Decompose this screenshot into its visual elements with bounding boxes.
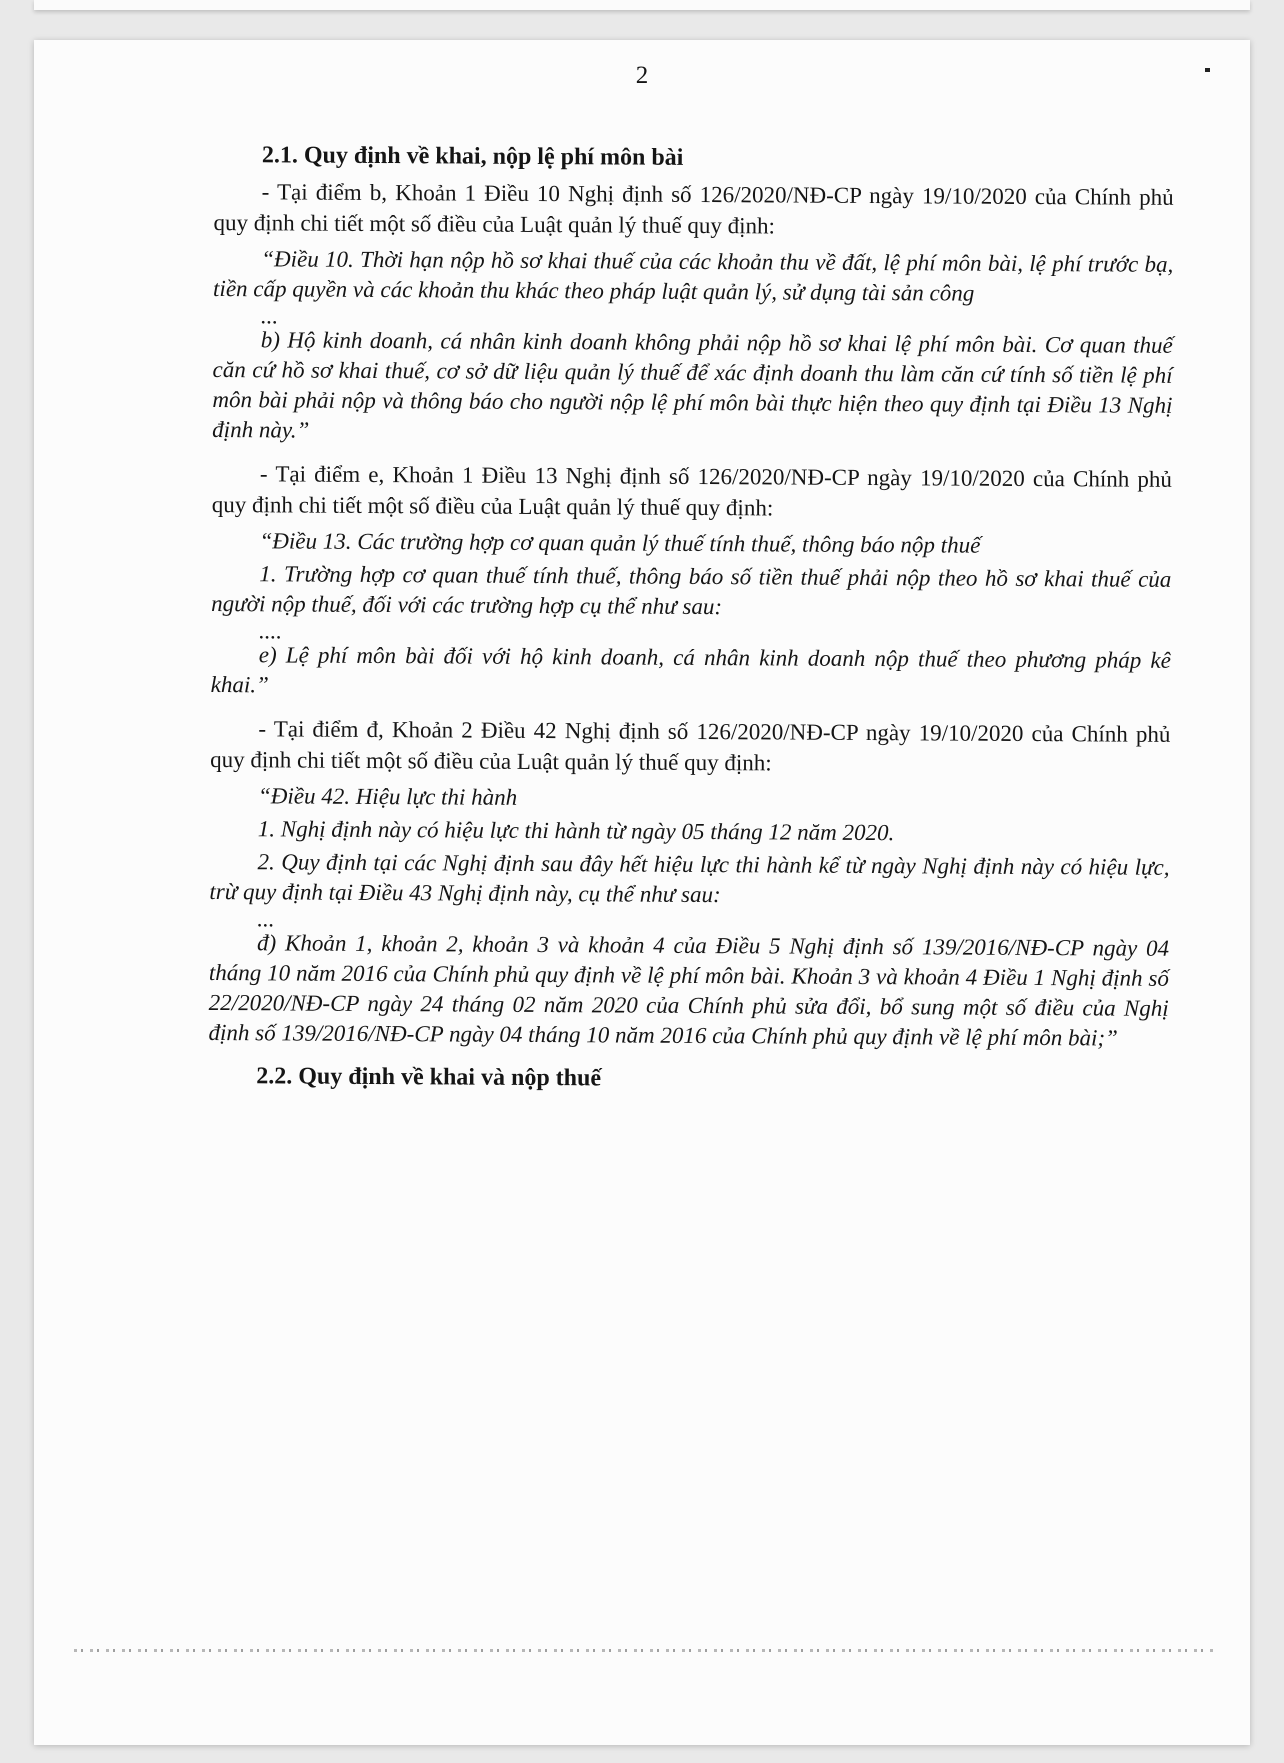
quote-title: “Điều 42. Hiệu lực thi hành [257,783,518,810]
block-article-42 [208,713,1170,1054]
quote-ellipsis: .... [258,618,283,644]
quote-body: b) Hộ kinh doanh, cá nhân kinh doanh không phải nộp hồ sơ khai lệ phí môn bài. Cơ quan thuế căn cứ hồ sơ khai thuế, cơ sở dữ liệu quản lý thuế để xác định doanh thu làm căn cứ tính số tiền lệ phí môn bài phải nộp và thông báo cho người nộp lệ phí môn bài thực hiện theo quy định tại Điều 13 Nghị định này.” [212,327,1173,443]
block-article-13 [211,458,1172,706]
block-article-10 [212,176,1174,451]
intro-paragraph: - Tại điểm e, Khoản 1 Điều 13 Nghị định số 126/2020/NĐ-CP ngày 19/10/2020 của Chính phủ quy định chi tiết một số điều của Luật quản lý thuế quy định: [211,461,1173,521]
quote-title: “Điều 13. Các trường hợp cơ quan quản lý thuế tính thuế, thông báo nộp thuế [259,528,981,558]
scan-artifact-line [74,1649,1214,1652]
section-heading-2-2: 2.2. Quy định về khai và nộp thuế [256,1063,602,1092]
section-heading-2-1: 2.1. Quy định về khai, nộp lệ phí môn bài [261,142,684,171]
page-number: 2 [635,62,649,89]
scan-mark [1205,68,1210,72]
document-page [34,40,1250,1745]
quote-item-1: 1. Nghị định này có hiệu lực thi hành từ ngày 05 tháng 12 năm 2020. [257,816,895,846]
quote-item: 1. Trường hợp cơ quan thuế tính thuế, thông báo số tiền thuế phải nộp theo hồ sơ khai thuế của người nộp thuế, đối với các trường hợp cụ thể như sau: [211,561,1172,620]
page-content [208,140,1174,1103]
quote-item-2: 2. Quy định tại các Nghị định sau đây hết hiệu lực thi hành kể từ ngày Nghị định này có hiệu lực, trừ quy định tại Điều 43 Nghị định này, cụ thể như sau: [209,849,1170,908]
quote-ellipsis: ... [260,303,279,329]
quote-body: đ) Khoản 1, khoản 2, khoản 3 và khoản 4 của Điều 5 Nghị định số 139/2016/NĐ-CP ngày 04 tháng 10 năm 2016 của Chính phủ quy định về lệ phí môn bài. Khoản 3 và khoản 4 Điều 1 Nghị định số 22/2020/NĐ-CP ngày 24 tháng 02 năm 2020 của Chính phủ sửa đổi, bổ sung một số điều của Nghị định số 139/2016/NĐ-CP ngày 04 tháng 10 năm 2016 của Chính phủ quy định về lệ phí môn bài;” [208,930,1170,1051]
quote-body: e) Lệ phí môn bài đối với hộ kinh doanh, cá nhân kinh doanh nộp thuế theo phương pháp kê khai.” [210,642,1171,698]
intro-paragraph: - Tại điểm b, Khoản 1 Điều 10 Nghị định số 126/2020/NĐ-CP ngày 19/10/2020 của Chính phủ quy định chi tiết một số điều của Luật quản lý thuế quy định: [213,179,1174,239]
intro-paragraph: - Tại điểm đ, Khoản 2 Điều 42 Nghị định số 126/2020/NĐ-CP ngày 19/10/2020 của Chính phủ quy định chi tiết một số điều của Luật quản lý thuế quy định: [210,716,1171,776]
previous-page-edge [34,0,1250,10]
quote-title: “Điều 10. Thời hạn nộp hồ sơ khai thuế của các khoản thu về đất, lệ phí môn bài, lệ phí trước bạ, tiền cấp quyền và các khoản thu khác theo pháp luật quản lý, sử dụng tài sản công [213,246,1174,306]
quote-ellipsis: ... [257,906,275,932]
